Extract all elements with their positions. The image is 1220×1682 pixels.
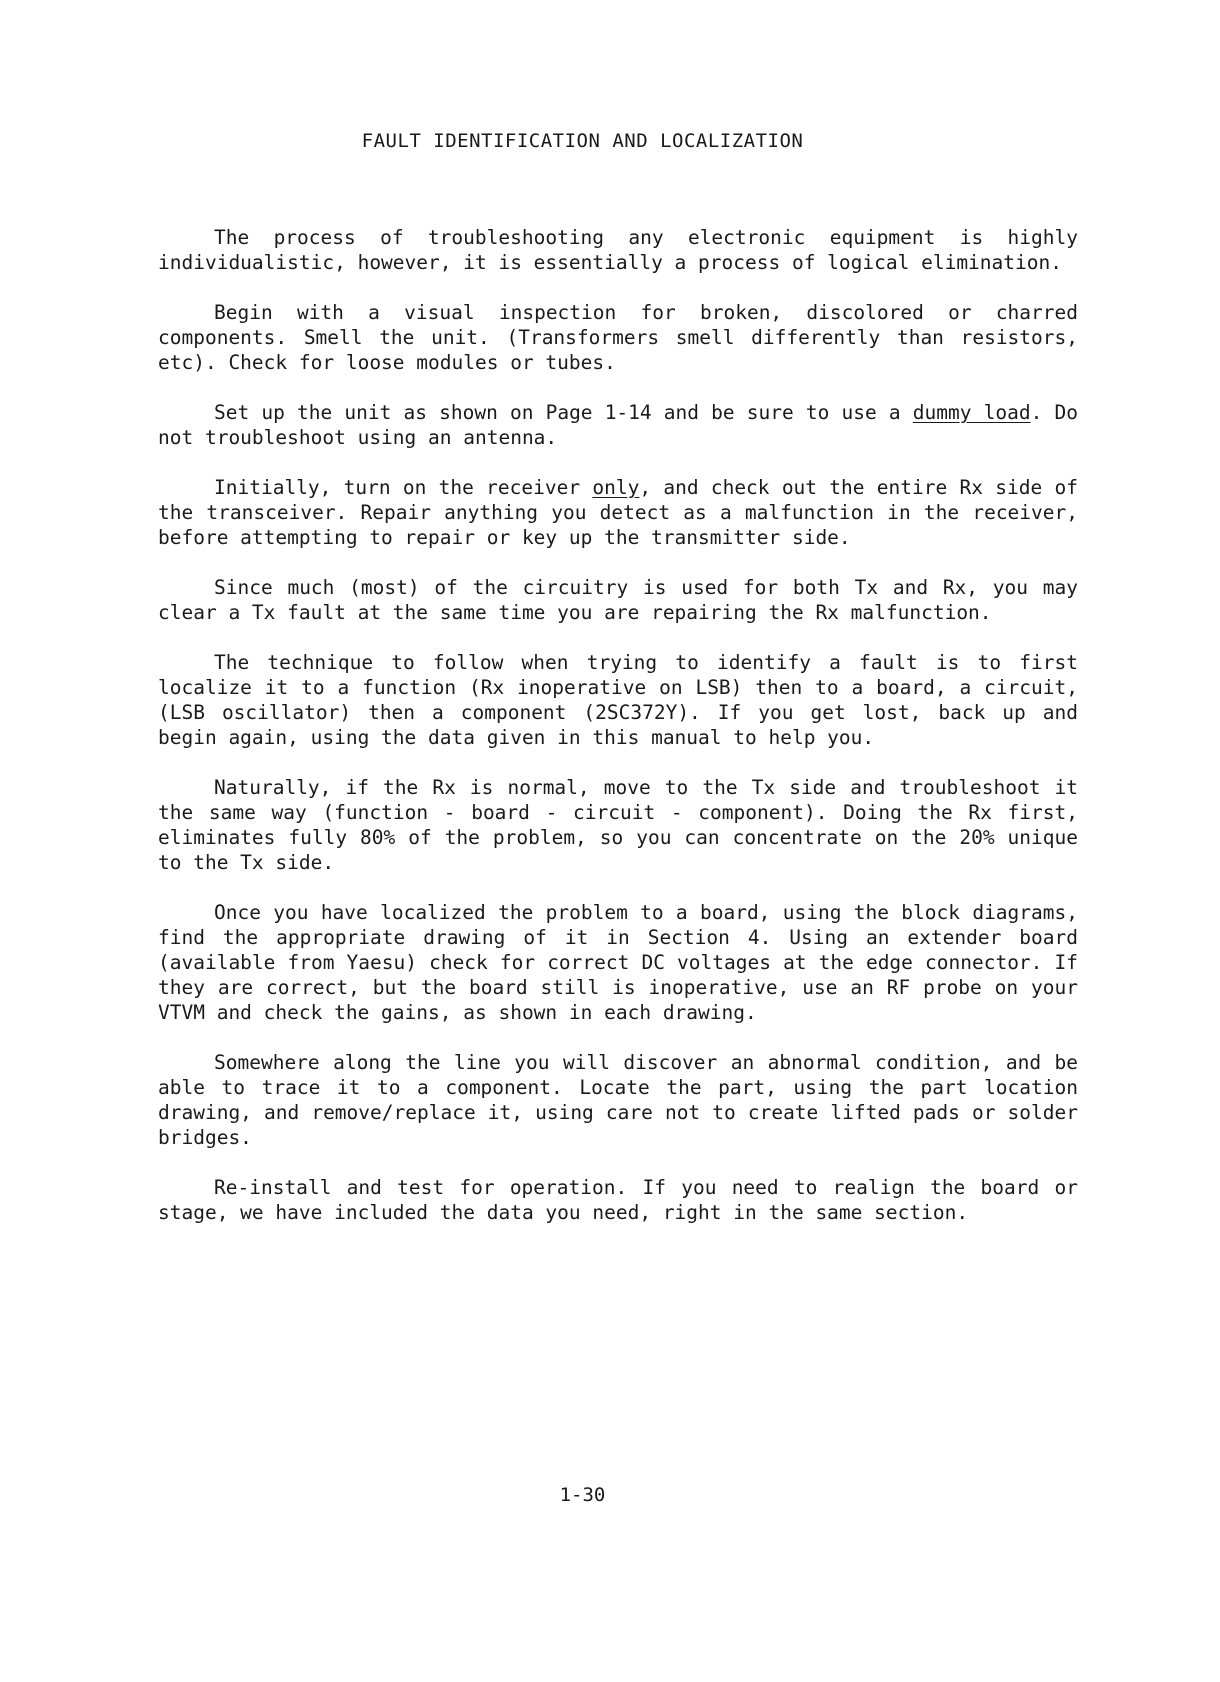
paragraph-receiver-before: Initially, turn on the receiver [214,476,593,499]
paragraph-tx-side: Naturally, if the Rx is normal, move to the Tx side and troubleshoot it the same way (function - board - circuit - component). Doing the Rx first, eliminates fully 80% of the problem, so you can concentrate on the 20% unique to the Tx side. [158,776,1078,874]
paragraph-reinstall: Re-install and test for operation. If you need to realign the board or stage, we have included the data you need, right in the same section. [158,1176,1078,1224]
paragraph-intro: The process of troubleshooting any electronic equipment is highly individualistic, however, it is essentially a process of logical elimination. [158,226,1078,274]
paragraph-receiver-after: , and check out the entire Rx side of the transceiver. Repair anything you detect as a malfunction in the receiver, before attempting to repair or key up the transmitter side. [158,476,1078,549]
paragraph-receiver-first [158,475,1078,550]
paragraph-localize-board: Once you have localized the problem to a board, using the block diagrams, find the appropriate drawing of it in Section 4. Using an extender board (available from Yaesu) check for correct DC voltages at the edge connector. If they are correct, but the board still is inoperative, use an RF probe on your VTVM and check the gains, as shown in each drawing. [158,901,1078,1024]
paragraph-setup-before: Set up the unit as shown on Page 1-14 and be sure to use a [214,401,913,424]
document-title: FAULT IDENTIFICATION AND LOCALIZATION [361,130,804,152]
paragraph-visual-inspection: Begin with a visual inspection for broken, discolored or charred components. Smell the unit. (Transformers smell differently than resistors, etc). Check for loose modules or tubes. [158,301,1078,374]
page-number: 1-30 [559,1484,606,1506]
only-emphasis: only [592,476,640,499]
document-body [158,225,1078,1250]
paragraph-setup [158,400,1078,450]
paragraph-abnormal-condition: Somewhere along the line you will discover an abnormal condition, and be able to trace it to a component. Locate the part, using the part location drawing, and remove/replace it, using care not to create lifted pads or solder bridges. [158,1051,1078,1149]
paragraph-technique: The technique to follow when trying to identify a fault is to first localize it to a function (Rx inoperative on LSB) then to a board, a circuit, (LSB oscillator) then a component (2SC372Y). If you get lost, back up and begin again, using the data given in this manual to help you. [158,651,1078,749]
dummy-load-emphasis: dummy load [912,401,1031,424]
paragraph-setup-after: . Do not troubleshoot using an antenna. [158,401,1078,449]
paragraph-shared-circuitry: Since much (most) of the circuitry is used for both Tx and Rx, you may clear a Tx fault at the same time you are repairing the Rx malfunction. [158,576,1078,624]
